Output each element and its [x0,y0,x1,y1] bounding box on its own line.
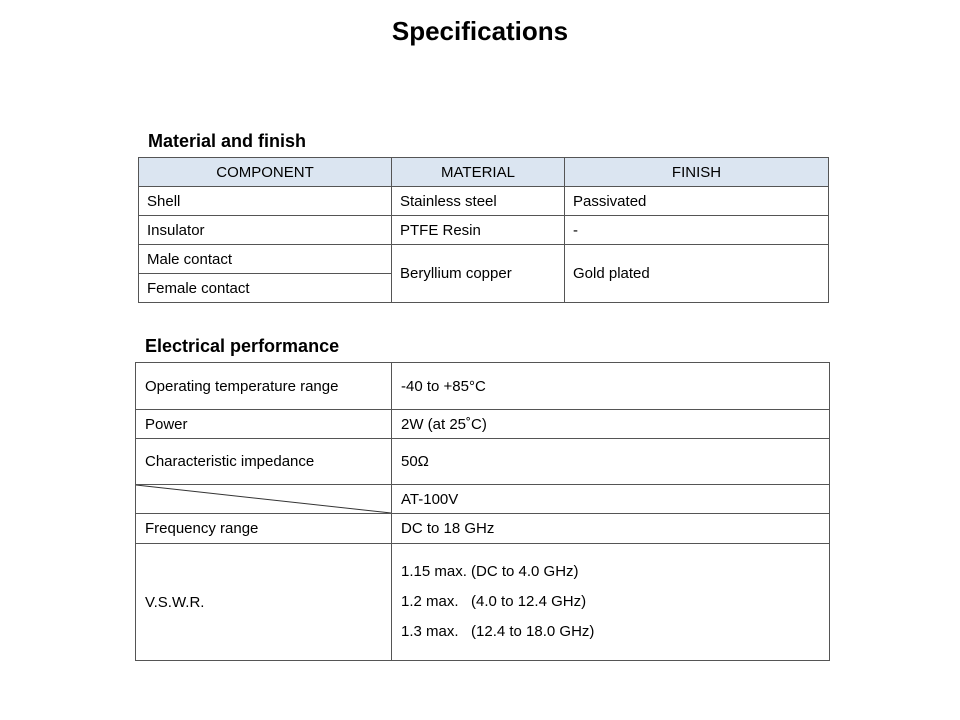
spec-value: DC to 18 GHz [392,514,830,544]
diagonal-line [136,485,391,513]
diagonal-header-cell [136,485,392,514]
material-finish-table [138,157,829,303]
table-header-row [139,158,829,187]
column-header-component: COMPONENT [139,158,392,187]
material-cell: Beryllium copper [392,245,565,303]
table-row [139,187,829,216]
finish-cell: - [565,216,829,245]
component-cell: Insulator [139,216,392,245]
material-cell: PTFE Resin [392,216,565,245]
column-header-material: MATERIAL [392,158,565,187]
spec-value: -40 to +85°C [392,363,830,410]
spec-label: Characteristic impedance [136,439,392,485]
material-cell: Stainless steel [392,187,565,216]
table-row [139,245,829,274]
material-finish-heading: Material and finish [148,131,307,151]
spec-label: Power [136,410,392,439]
electrical-performance-heading: Electrical performance [145,336,340,356]
electrical-performance-table [135,362,830,661]
finish-cell: Gold plated [565,245,829,303]
vswr-line: 1.15 max. (DC to 4.0 GHz) [401,563,579,580]
spec-value: 2W (at 25˚C) [392,410,830,439]
spec-label: Operating temperature range [136,363,392,410]
vswr-values [392,544,830,661]
table-row [136,544,830,661]
table-row [136,410,830,439]
page-title: Specifications [391,16,569,46]
table-row [136,485,830,514]
vswr-line: 1.2 max. (4.0 to 12.4 GHz) [401,593,587,610]
table-row [136,514,830,544]
table-row [136,439,830,485]
component-cell: Shell [139,187,392,216]
spec-label: V.S.W.R. [136,544,392,661]
table-row [139,216,829,245]
component-cell: Male contact [139,245,392,274]
table-row [136,363,830,410]
vswr-line: 1.3 max. (12.4 to 18.0 GHz) [401,623,595,640]
spec-label: Frequency range [136,514,392,544]
component-cell: Female contact [139,274,392,303]
spec-value: 50Ω [392,439,830,485]
finish-cell: Passivated [565,187,829,216]
spec-value: AT-100V [392,485,830,514]
column-header-finish: FINISH [565,158,829,187]
